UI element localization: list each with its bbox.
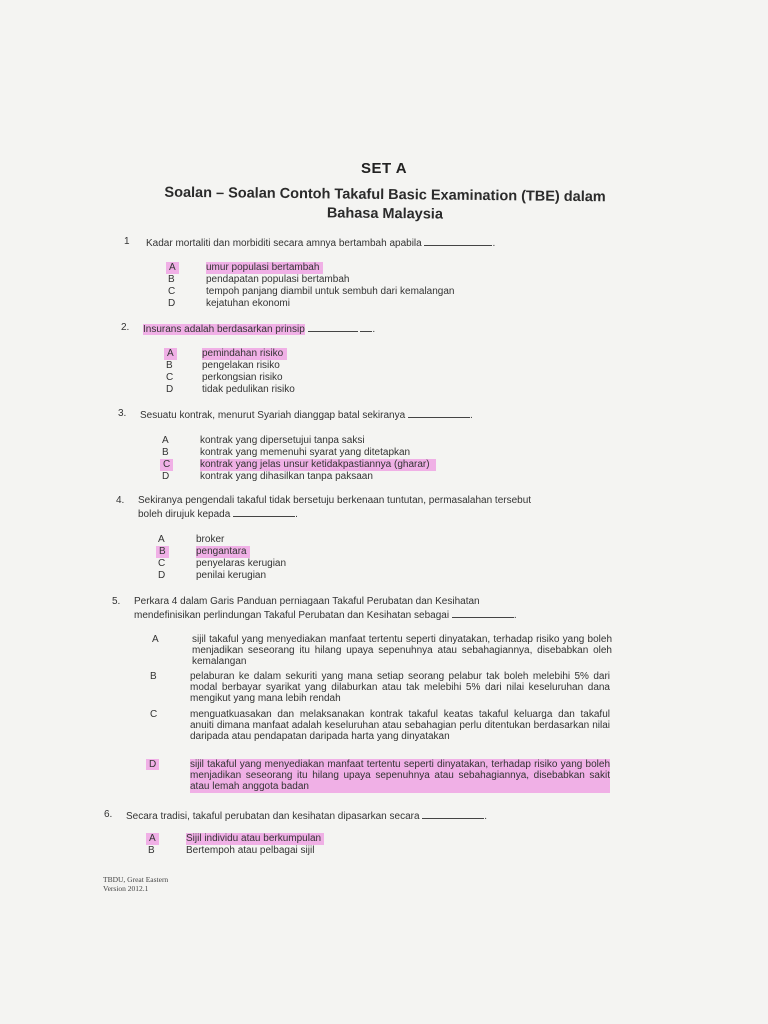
question-number: 4. [116,495,125,506]
option-text: pendapatan populasi bertambah [206,274,350,285]
option-letter: A [158,534,165,545]
option-letter: C [166,372,174,383]
question-text: Sekiranya pengendali takaful tidak bersetuju berkenaan tuntutan, permasalahan tersebut boleh dirujuk kepada . [138,495,532,520]
question-number: 5. [112,596,121,607]
option-letter: D [166,384,174,395]
option-text: kontrak yang memenuhi syarat yang ditetapkan [200,447,411,458]
option-letter: B [156,546,169,558]
question-number: 1 [124,236,130,247]
footer-line2: Version 2012.1 [103,884,149,893]
option-letter: A [152,634,159,645]
option-letter: B [168,274,175,285]
option-text: pelaburan ke dalam sekuriti yang mana setiap seorang pelabur tak boleh melebihi 5% dari modal berbayar syarikat yang dilaburkan atau tak melebihi 5% dari nilai keseluruhan dana mengikut yang mana lebih rendah [190,671,610,705]
exam-title-line1: Soalan – Soalan Contoh Takaful Basic Examination (TBE) dalam [164,184,606,206]
option-text: pengantara [196,546,250,558]
option-text: broker [196,534,225,545]
option-letter: B [166,360,173,371]
option-letter: C [160,459,173,471]
option-text: kontrak yang jelas unsur ketidakpastiannya (gharar) [200,459,436,471]
option-text: penilai kerugian [196,570,267,581]
option-letter: B [150,671,157,682]
option-text: sijil takaful yang menyediakan manfaat tertentu seperti dinyatakan, terhadap risiko yang boleh menjadikan seseorang itu hilang upaya sepenuhnya atau sebahagiannya, disebabkan sakit atau lemah anggota badan [190,759,610,793]
option-text: Bertempoh atau pelbagai sijil [186,845,315,856]
option-letter: C [150,709,158,720]
option-letter: A [162,435,169,446]
question-number: 3. [118,408,127,419]
option-letter: D [146,759,159,770]
option-letter: D [168,298,176,309]
option-letter: C [168,286,176,297]
option-text: pemindahan risiko [202,348,287,360]
question-number: 2. [121,322,130,333]
option-text: Sijil individu atau berkumpulan [186,833,324,845]
option-letter: A [164,348,177,360]
option-letter: A [166,262,179,274]
option-text: pengelakan risiko [202,360,280,371]
exam-title [100,183,670,227]
set-title: SET A [360,160,408,177]
question-text: Insurans adalah berdasarkan prinsip . [143,324,376,335]
option-text: perkongsian risiko [202,372,283,383]
question-text: Sesuatu kontrak, menurut Syariah dianggap batal sekiranya . [140,410,473,421]
option-text: umur populasi bertambah [206,262,323,274]
option-text: tidak pedulikan risiko [202,384,295,395]
option-text: menguatkuasakan dan melaksanakan kontrak takaful keatas takaful keluarga dan takaful anuiti dimana manfaat adalah keseluruhan atau sebahagian perlu ditentukan berdasarkan nilai daripada atau pendapatan daripada harta yang dinyatakan [190,709,610,743]
question-text: Secara tradisi, takaful perubatan dan kesihatan dipasarkan secara . [126,811,488,822]
question-text: Kadar mortaliti dan morbiditi secara amnya bertambah apabila . [146,238,496,249]
footer-line1: TBDU, Great Eastern [103,875,169,884]
option-letter: D [158,570,166,581]
question-number: 6. [104,809,113,820]
question-text: Perkara 4 dalam Garis Panduan perniagaan Takaful Perubatan dan Kesihatan mendefinisikan perlindungan Takaful Perubatan dan Kesihatan sebagai . [134,596,517,621]
option-text: penyelaras kerugian [196,558,287,569]
option-letter: B [148,845,155,856]
exam-title-line2: Bahasa Malaysia [326,205,444,223]
option-letter: B [162,447,169,458]
option-letter: C [158,558,166,569]
option-letter: A [146,833,159,845]
option-text: kontrak yang dihasilkan tanpa paksaan [200,471,373,482]
option-text: sijil takaful yang menyediakan manfaat tertentu seperti dinyatakan, terhadap risiko yang boleh menjadikan seseorang itu hilang upaya sepenuhnya atau sebahagiannya, disebabkan oleh kemalangan [192,634,612,668]
option-text: kejatuhan ekonomi [206,298,290,309]
option-text: tempoh panjang diambil untuk sembuh dari kemalangan [206,286,455,297]
option-letter: D [162,471,170,482]
document-footer [103,875,168,893]
option-text: kontrak yang dipersetujui tanpa saksi [200,435,365,446]
